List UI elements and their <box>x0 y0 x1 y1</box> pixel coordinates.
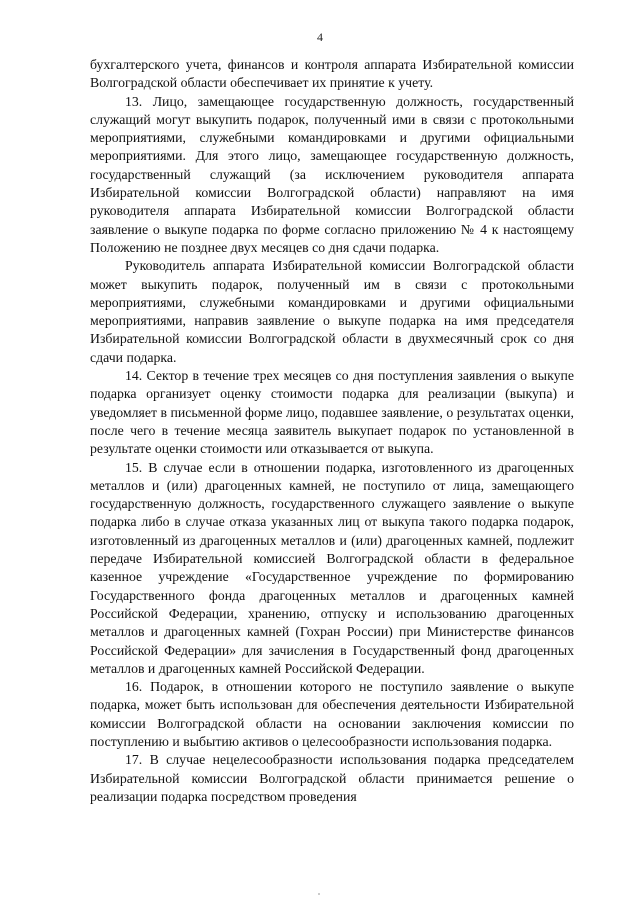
paragraph-13: 13. Лицо, замещающее государственную должность, государственный служащий могут выкупить подарок, полученный ими в связи с протокольными мероприятиями, служебными командировками и другими официальными мероприятиями. Для этого лицо, замещающее государственную должность, государственный служащий (за исключением руководителя аппарата Избирательной комиссии Волгоградской области) направляют на имя руководителя аппарата Избирательной комиссии Волгоградской области заявление о выкупе подарка по форме согласно приложению № 4 к настоящему Положению не позднее двух месяцев со дня сдачи подарка. <box>90 93 574 255</box>
document-body <box>90 56 574 806</box>
scan-speck <box>318 893 320 895</box>
paragraph-17: 17. В случае нецелесообразности использования подарка председателем Избирательной комиссии Волгоградской области принимается решение о реализации подарка посредством проведения <box>90 752 574 804</box>
paragraph-16: 16. Подарок, в отношении которого не поступило заявление о выкупе подарка, может быть использован для обеспечения деятельности Избирательной комиссии Волгоградской области на основании заключения комиссии по поступлению и выбытию активов о целесообразности использования подарка. <box>90 679 574 749</box>
paragraph-15: 15. В случае если в отношении подарка, изготовленного из драгоценных металлов и (или) драгоценных камней, не поступило от лица, замещающего государственную должность, государственного служащего заявление о выкупе подарка либо в случае отказа указанных лиц от выкупа такого подарка подарок, изготовленный из драгоценных металлов и (или) драгоценных камней, подлежит передаче Избирательной комиссией Волгоградской области в федеральное казенное учреждение «Государственное учреждение по формированию Государственного фонда драгоценных металлов и драгоценных камней Российской Федерации, хранению, отпуску и использованию драгоценных металлов и драгоценных камней (Гохран России) при Министерстве финансов Российской Федерации» для зачисления в Государственный фонд драгоценных металлов и драгоценных камней Российской Федерации. <box>90 459 574 676</box>
paragraph-12-continuation: бухгалтерского учета, финансов и контроля аппарата Избирательной комиссии Волгоградской области обеспечивает их принятие к учету. <box>90 57 574 91</box>
paragraph-14: 14. Сектор в течение трех месяцев со дня поступления заявления о выкупе подарка организует оценку стоимости подарка для реализации (выкупа) и уведомляет в письменной форме лицо, подавшее заявление, о результатах оценки, после чего в течение месяца заявитель выкупает подарок по установленной в результате оценки стоимости или отказывается от выкупа. <box>90 368 574 457</box>
paragraph-13-second: Руководитель аппарата Избирательной комиссии Волгоградской области может выкупить подарок, полученный им в связи с протокольными мероприятиями, служебными командировками и другими официальными мероприятиями, направив заявление о выкупе подарка на имя председателя Избирательной комиссии Волгоградской области в двухмесячный срок со дня сдачи подарка. <box>90 258 574 365</box>
page-number: 4 <box>317 30 323 44</box>
